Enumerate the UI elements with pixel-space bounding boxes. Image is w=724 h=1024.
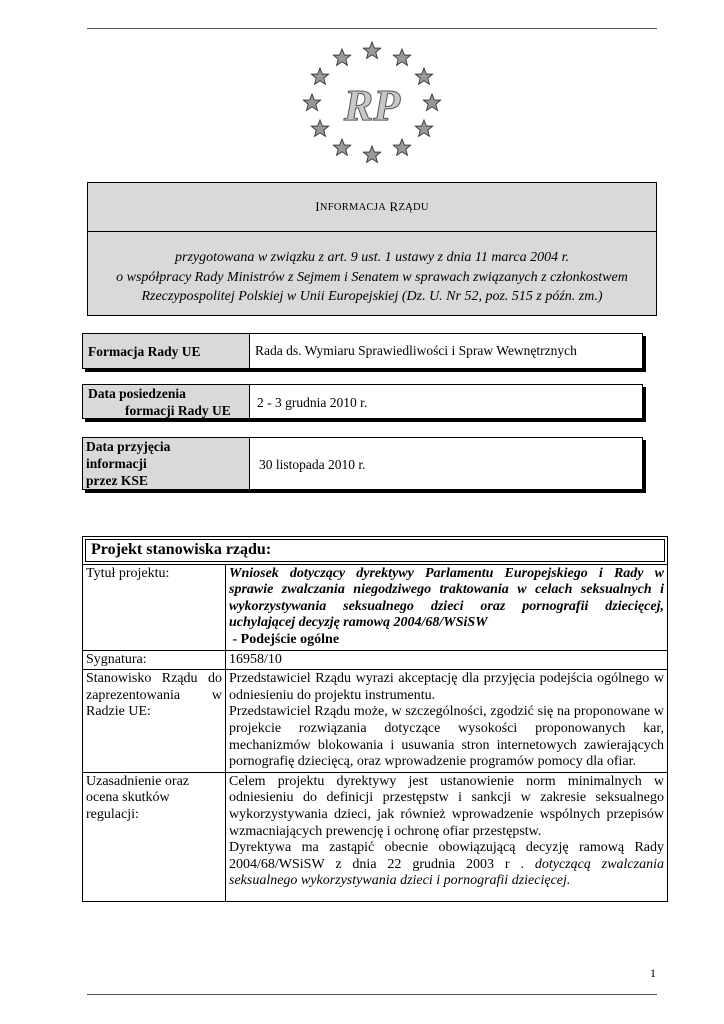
title-line: Wniosek dotyczący dyrektywy Parlamentu Europejskiego i Rady w: [229, 565, 664, 581]
title-line: wykorzystywania seksualnego dzieci oraz pornografii dziecięcej,: [229, 598, 664, 614]
subtitle-line: o współpracy Rady Ministrów z Sejmem i Senatem w sprawach związanych z członkostwem: [116, 269, 628, 285]
paragraph-text: Dyrektywa ma zastąpić obecnie obowiązującą decyzję ramową Rady 2004/68/WSiSW z dnia 22 grudnia 2003 r .: [229, 840, 664, 872]
paragraph-italic: dotyczącą zwalczania seksualnego wykorzystywania dzieci i pornografii dziecięcej.: [229, 856, 664, 889]
top-rule: [87, 28, 657, 29]
label-line: ocena skutków: [86, 790, 170, 806]
sygnatura-value: 16958/10: [226, 650, 668, 670]
project-heading: Projekt stanowiska rządu:: [85, 539, 665, 562]
info-subtitle: [87, 232, 657, 316]
info-title: I NFORMACJA R ZĄDU: [87, 182, 657, 232]
formacja-value: Rada ds. Wymiaru Sprawiedliwości i Spraw Wewnętrznych: [255, 343, 577, 358]
title-line: uchylającej decyzję ramową 2004/68/WSiSW: [229, 615, 488, 631]
title-line: sprawie zwalczania niegodziwego traktowania w celach seksualnych i: [229, 582, 664, 598]
paragraph: Celem projektu dyrektywy jest ustanowienie norm minimalnych w odniesieniu do definicji przestępstw i sankcji w zakresie seksualnego wykorzystywania dzieci, jak również wprowadzenie wspólnych przepisów wzmacniających prewencję i ochronę ofiar przestępstw.: [229, 773, 664, 839]
rp-letters: RP: [343, 81, 401, 130]
stanowisko-value: [226, 670, 668, 773]
label-line: zaprezentowania w: [86, 687, 222, 703]
subtitle-line: Rzeczypospolitej Polskiej w Unii Europejskiej (Dz. U. Nr 52, poz. 515 z późn. zm.): [141, 289, 603, 304]
stanowisko-label: [83, 670, 226, 773]
star-icon: [333, 139, 350, 155]
paragraph: Przedstawiciel Rządu może, w szczególności, zgodzić się na proponowane w projekcie rozwiązania dotyczące wysokości proponowanych kar, mechanizmów blokowania i usuwania stron internetowych zawierających pornografię dziecięcą, oraz wprowadzenie programów pomocy dla ofiar.: [229, 704, 664, 770]
star-icon: [415, 120, 432, 136]
star-icon: [363, 42, 380, 58]
label-line: Uzasadnienie oraz: [86, 773, 189, 789]
bottom-rule: [87, 994, 657, 995]
star-icon: [423, 94, 440, 110]
title-value: [226, 564, 668, 650]
star-icon: [415, 68, 432, 84]
project-heading-cell: [83, 537, 668, 565]
label-line: Data posiedzenia: [88, 386, 186, 401]
label-line: Data przyjęcia: [86, 439, 171, 454]
sygnatura-label: Sygnatura:: [83, 650, 226, 670]
label-line: Radzie UE:: [86, 704, 151, 720]
paragraph: [229, 840, 664, 890]
formacja-box: [82, 333, 643, 369]
subtitle-line: przygotowana w związku z art. 9 ust. 1 ustawy z dnia 11 marca 2004 r.: [175, 250, 569, 265]
data-przyjecia-box: [82, 437, 643, 490]
title-suffix: - Podejście ogólne: [229, 631, 340, 647]
label-line: przez KSE: [86, 473, 148, 488]
star-icon: [393, 49, 410, 65]
star-icon: [393, 139, 410, 155]
page-number: 1: [650, 966, 656, 980]
data-posiedzenia-box: [82, 384, 643, 419]
data-przyjecia-value: 30 listopada 2010 r.: [259, 457, 366, 472]
star-icon: [303, 94, 320, 110]
rp-logo: [296, 38, 448, 168]
star-icon: [311, 68, 328, 84]
label-line: regulacji:: [86, 806, 139, 822]
data-przyjecia-label: [83, 438, 250, 489]
label-line: Stanowisko Rządu do: [86, 671, 222, 687]
data-posiedzenia-value: 2 - 3 grudnia 2010 r.: [257, 395, 368, 410]
star-icon: [363, 146, 380, 162]
data-posiedzenia-label: [83, 385, 250, 418]
star-icon: [311, 120, 328, 136]
star-icon: [333, 49, 350, 65]
paragraph: Przedstawiciel Rządu wyrazi akceptację dla przyjęcia podejścia ogólnego w odniesieniu do projektu instrumentu.: [229, 671, 664, 703]
label-line: formacji Rady UE: [125, 403, 231, 418]
uzasadnienie-value: [226, 772, 668, 901]
label-line: informacji: [86, 456, 147, 471]
project-table: [82, 536, 668, 902]
title-label: Tytuł projektu:: [83, 564, 226, 650]
formacja-label: Formacja Rady UE: [83, 334, 250, 368]
uzasadnienie-label: [83, 772, 226, 901]
